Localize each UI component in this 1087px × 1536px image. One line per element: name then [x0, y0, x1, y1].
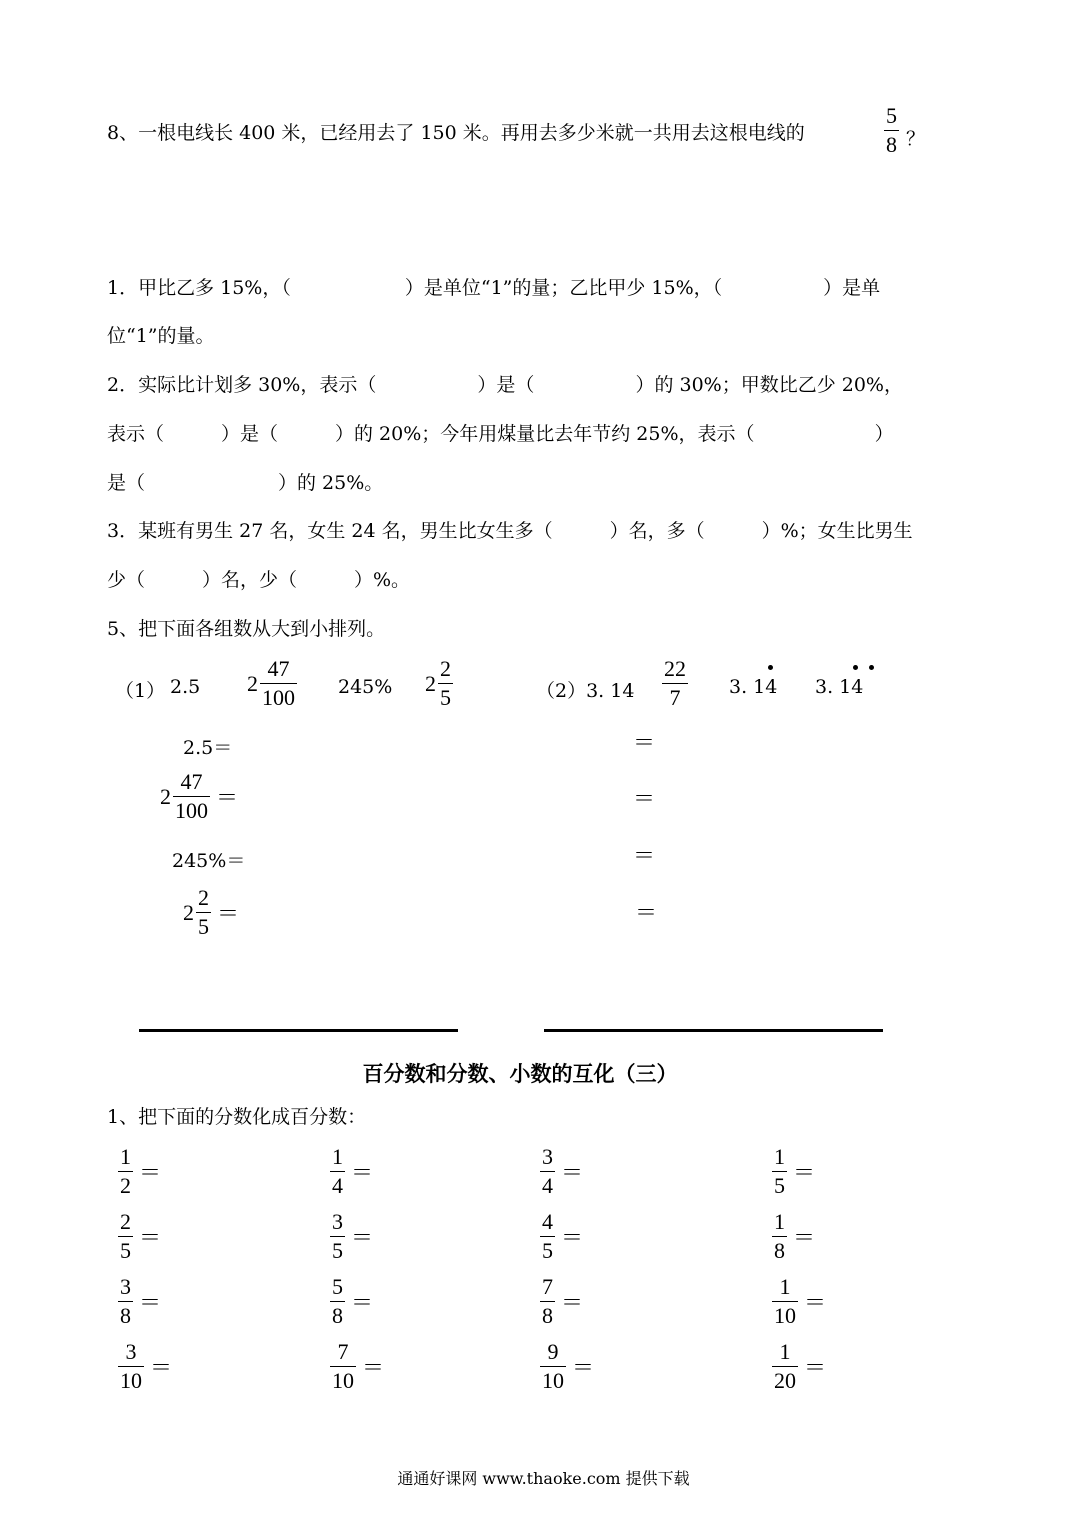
fraction-item	[118, 1211, 161, 1262]
work-row-decimal: 2.5＝	[183, 737, 233, 759]
fraction-denominator: 5	[120, 1238, 131, 1263]
fraction-item	[540, 1276, 583, 1327]
question-1-line-1: 1．甲比乙多 15%，（ ）是单位“1”的量；乙比甲少 15%，（ ）是单	[107, 277, 881, 299]
question-3-line-2: 少（ ）名，少（ ）%。	[107, 569, 411, 591]
group-1-label: （1）	[115, 680, 166, 702]
fraction-5-8	[884, 105, 899, 156]
fraction-numerator: 1	[120, 1144, 131, 1169]
equals-sign: ＝	[635, 901, 658, 926]
mixed-fraction-part	[260, 658, 297, 709]
fraction-item	[772, 1341, 826, 1392]
fraction-numerator: 9	[547, 1339, 559, 1364]
fraction-denominator: 4	[542, 1173, 553, 1198]
equals-sign: ＝	[561, 1160, 584, 1185]
equals-sign: ＝	[804, 1355, 827, 1380]
equals-sign: ＝	[572, 1355, 595, 1380]
fraction-numerator: 3	[332, 1209, 343, 1234]
mixed-whole: 2	[247, 670, 258, 696]
fraction-item	[540, 1341, 594, 1392]
fraction-item	[330, 1211, 373, 1262]
fraction-item	[772, 1146, 815, 1197]
fraction	[772, 1146, 787, 1197]
fraction-denominator: 7	[669, 685, 681, 710]
question-3-line-1: 3．某班有男生 27 名，女生 24 名，男生比女生多（ ）名，多（ ）%；女生比男生	[107, 520, 913, 542]
fraction-denominator: 8	[332, 1303, 343, 1328]
fraction	[330, 1211, 345, 1262]
question-8-end: ？	[906, 128, 926, 150]
fraction-denominator: 5	[542, 1238, 553, 1263]
equals-sign: ＝	[793, 1225, 816, 1250]
fraction-item	[118, 1146, 161, 1197]
equals-sign: ＝	[561, 1290, 584, 1315]
fraction-item	[330, 1146, 373, 1197]
group-1-mixed-fraction	[247, 658, 297, 709]
fraction-denominator: 5	[198, 914, 209, 939]
fraction-numerator: 2	[440, 656, 451, 681]
fraction-denominator: 100	[175, 798, 208, 823]
group-2-label: （2）3. 14	[536, 680, 635, 702]
group-2-repeating-2: 3. 14	[815, 676, 864, 698]
fraction-item	[540, 1146, 583, 1197]
fraction	[540, 1211, 555, 1262]
fraction-item	[330, 1341, 384, 1392]
question-2-line-3: 是（ ）的 25%。	[107, 472, 384, 494]
repeating-dot	[869, 665, 874, 670]
equals-sign: ＝	[804, 1290, 827, 1315]
fraction-numerator: 7	[542, 1274, 553, 1299]
equals-sign: ＝	[150, 1355, 173, 1380]
fraction-numerator: 4	[542, 1209, 553, 1234]
group-1-value-percent: 245%	[338, 676, 393, 698]
work-row-mixed-fraction	[160, 771, 238, 822]
fraction	[330, 1146, 345, 1197]
equals-sign: ＝	[561, 1225, 584, 1250]
fraction	[772, 1276, 798, 1327]
fraction-numerator: 2	[120, 1209, 131, 1234]
fraction	[330, 1276, 345, 1327]
fraction-item	[772, 1211, 815, 1262]
page-footer: 通通好课网 www.thaoke.com 提供下载	[397, 1469, 690, 1488]
divider-line-left	[139, 1029, 458, 1032]
question-2-line-1: 2．实际比计划多 30%，表示（ ）是（ ）的 30%；甲数比乙少 20%，	[107, 374, 903, 396]
fraction	[540, 1341, 566, 1392]
fraction-item	[118, 1276, 161, 1327]
fraction-denominator: 8	[774, 1238, 785, 1263]
fraction-numerator: 7	[337, 1339, 349, 1364]
fraction-denominator: 10	[542, 1368, 564, 1393]
fraction-denominator: 5	[332, 1238, 343, 1263]
fraction-numerator: 5	[332, 1274, 343, 1299]
group-1-value-decimal: 2.5	[170, 676, 201, 698]
fraction	[118, 1341, 144, 1392]
equals-sign: ＝	[351, 1160, 374, 1185]
group-2-fraction	[662, 658, 688, 709]
fraction-denominator: 4	[332, 1173, 343, 1198]
fraction-denominator: 10	[774, 1303, 796, 1328]
fraction-numerator: 22	[664, 656, 686, 681]
mixed-fraction-part	[196, 887, 211, 938]
fraction	[118, 1276, 133, 1327]
fraction-item	[118, 1341, 172, 1392]
fraction-denominator: 10	[332, 1368, 354, 1393]
equals-sign: ＝	[351, 1225, 374, 1250]
fraction-item	[540, 1211, 583, 1262]
fraction-numerator: 5	[886, 103, 897, 128]
fraction-denominator: 20	[774, 1368, 796, 1393]
fraction-denominator: 10	[120, 1368, 142, 1393]
repeating-dot	[853, 665, 858, 670]
fraction	[118, 1211, 133, 1262]
fraction-item	[772, 1276, 826, 1327]
equals-sign: ＝	[217, 901, 240, 926]
mixed-fraction-part	[173, 771, 210, 822]
fraction-numerator: 2	[198, 885, 209, 910]
fraction-numerator: 1	[779, 1339, 791, 1364]
question-8	[107, 124, 805, 143]
fraction-numerator: 1	[779, 1274, 791, 1299]
equals-sign: ＝	[139, 1160, 162, 1185]
fraction-numerator: 3	[120, 1274, 131, 1299]
fraction	[540, 1276, 555, 1327]
fraction-denominator: 8	[542, 1303, 553, 1328]
question-2-line-2: 表示（ ）是（ ）的 20%；今年用煤量比去年节约 25%，表示（ ）	[107, 423, 894, 445]
fraction	[330, 1341, 356, 1392]
fraction-numerator: 47	[180, 769, 203, 794]
fraction	[118, 1146, 133, 1197]
fraction	[772, 1341, 798, 1392]
fraction-numerator: 3	[125, 1339, 137, 1364]
fraction-numerator: 3	[542, 1144, 553, 1169]
equals-sign: ＝	[351, 1290, 374, 1315]
fraction-denominator: 5	[440, 685, 451, 710]
fraction-numerator: 1	[774, 1209, 785, 1234]
mixed-whole: 2	[425, 670, 436, 696]
equals-sign: ＝	[633, 787, 656, 812]
equals-sign: ＝	[139, 1225, 162, 1250]
question-5-title: 5、把下面各组数从大到小排列。	[107, 618, 386, 640]
question-8-text: 8、一根电线长 400 米，已经用去了 150 米。再用去多少米就一共用去这根电线的	[107, 122, 805, 144]
fraction-denominator: 100	[262, 685, 295, 710]
fraction-item	[330, 1276, 373, 1327]
fraction-denominator: 8	[120, 1303, 131, 1328]
equals-sign: ＝	[362, 1355, 385, 1380]
fraction-denominator: 2	[120, 1173, 131, 1198]
section-title: 百分数和分数、小数的互化（三）	[362, 1061, 678, 1086]
mixed-fraction-part	[438, 658, 453, 709]
fraction-denominator: 8	[886, 132, 897, 157]
equals-sign: ＝	[139, 1290, 162, 1315]
fraction-numerator: 1	[774, 1144, 785, 1169]
equals-sign: ＝	[793, 1160, 816, 1185]
question-1-line-2: 位“1”的量。	[107, 325, 215, 347]
fraction	[540, 1146, 555, 1197]
mixed-whole: 2	[183, 899, 194, 925]
fraction-numerator: 1	[332, 1144, 343, 1169]
work-row-mixed-fraction-2	[183, 887, 239, 938]
group-1-mixed-fraction-2	[425, 658, 453, 709]
section-question-1-title: 1、把下面的分数化成百分数：	[107, 1106, 367, 1128]
equals-sign: ＝	[633, 844, 656, 869]
equals-sign: ＝	[633, 731, 656, 756]
fraction	[772, 1211, 787, 1262]
equals-sign: ＝	[216, 785, 239, 810]
divider-line-right	[544, 1029, 883, 1032]
group-2-repeating-1: 3. 14	[729, 676, 778, 698]
work-row-percent: 245%＝	[172, 850, 246, 872]
mixed-whole: 2	[160, 783, 171, 809]
repeating-dot	[768, 665, 773, 670]
fraction-numerator: 47	[267, 656, 290, 681]
fraction-denominator: 5	[774, 1173, 785, 1198]
